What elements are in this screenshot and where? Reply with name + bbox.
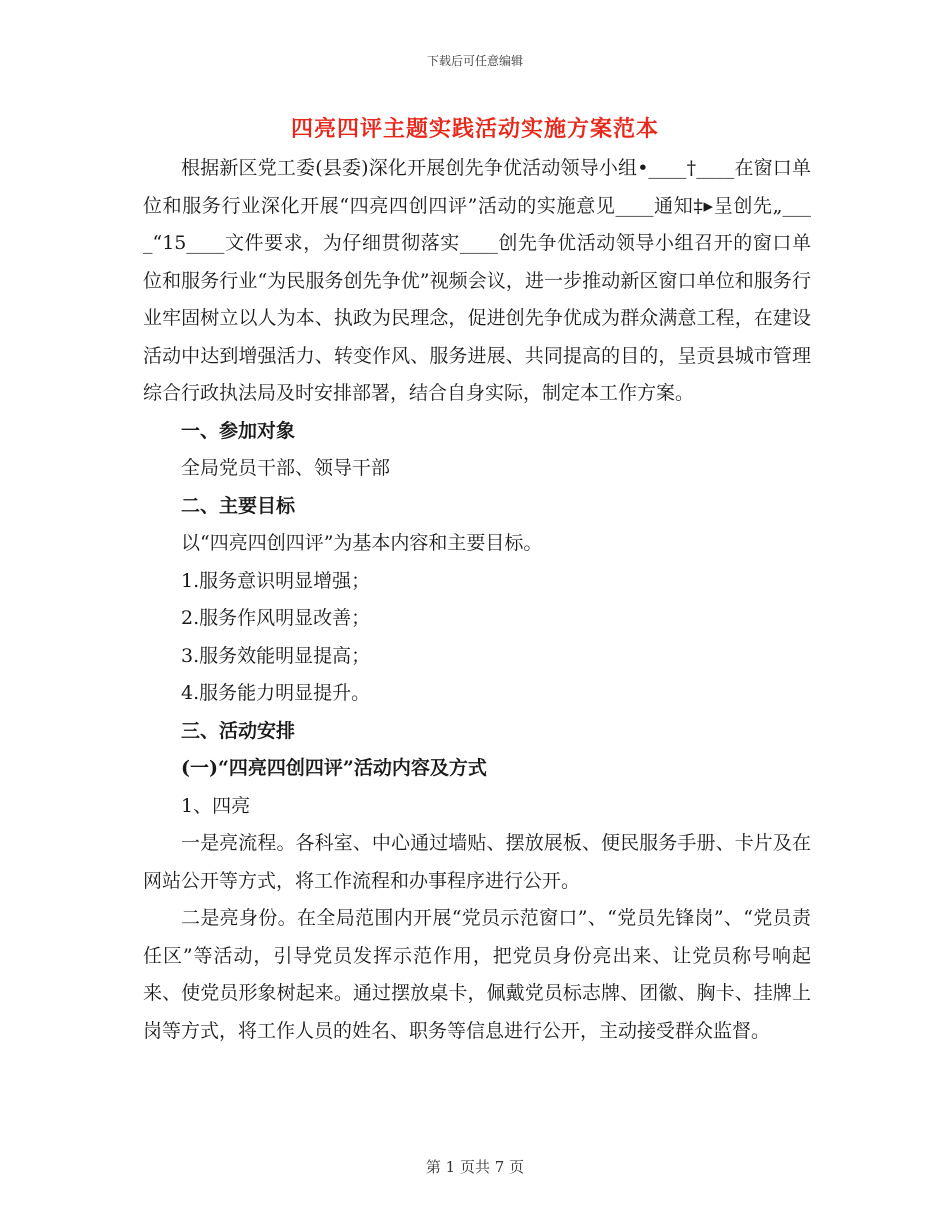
document-body [143,150,811,1050]
item-heading-four-liang: 1、四亮 [181,794,251,817]
goal-item-4: 4.服务能力明显提升。 [181,682,371,704]
goal-item-3: 3.服务效能明显提高； [181,644,371,667]
paragraph-liang-identity: 二是亮身份。在全局范围内开展“党员示范窗口”、“党员先锋岗”、“党员责任区”等活动，引导党员发挥示范作用，把党员身份亮出来、让党员称号响起来、使党员形象树起来。通过摆放桌卡，佩戴党员标志牌、团徽、胸卡、挂牌上岗等方式，将工作人员的姓名、职务等信息进行公开，主动接受群众监督。 [143,907,811,1042]
section-heading-arrangement: 三、活动安排 [181,719,296,742]
participants-paragraph: 全局党员干部、领导干部 [181,457,391,479]
goal-item-2: 2.服务作风明显改善； [181,607,371,629]
intro-paragraph: 根据新区党工委(县委)深化开展创先争优活动领导小组•____†____在窗口单位和服务行业深化开展“四亮四创四评”活动的实施意见____通知‡▸呈创先„____“15____文件要求，为仔细贯彻落实____创先争优活动领导小组召开的窗口单位和服务行业“为民服务创先争优”视频会议，进一步推动新区窗口单位和服务行业牢固树立以人为本、执政为民理念，促进创先争优成为群众满意工程，在建设活动中达到增强活力、转变作风、服务进展、共同提高的目的，呈贡县城市管理综合行政执法局及时安排部署，结合自身实际，制定本工作方案。 [143,157,811,404]
document-title: 四亮四评主题实践活动实施方案范本 [290,116,659,142]
section-heading-participants: 一、参加对象 [181,419,296,442]
page-number: 第 1 页共 7 页 [425,1158,525,1176]
goals-intro-paragraph: 以“四亮四创四评”为基本内容和主要目标。 [181,532,543,554]
subsection-heading-content: (一)“四亮四创四评”活动内容及方式 [181,757,487,779]
section-heading-goals: 二、主要目标 [181,494,296,517]
page-header-note: 下载后可任意编辑 [426,54,523,68]
goal-item-1: 1.服务意识明显增强； [181,569,371,592]
paragraph-liang-process: 一是亮流程。各科室、中心通过墙贴、摆放展板、便民服务手册、卡片及在网站公开等方式，将工作流程和办事程序进行公开。 [143,832,811,892]
